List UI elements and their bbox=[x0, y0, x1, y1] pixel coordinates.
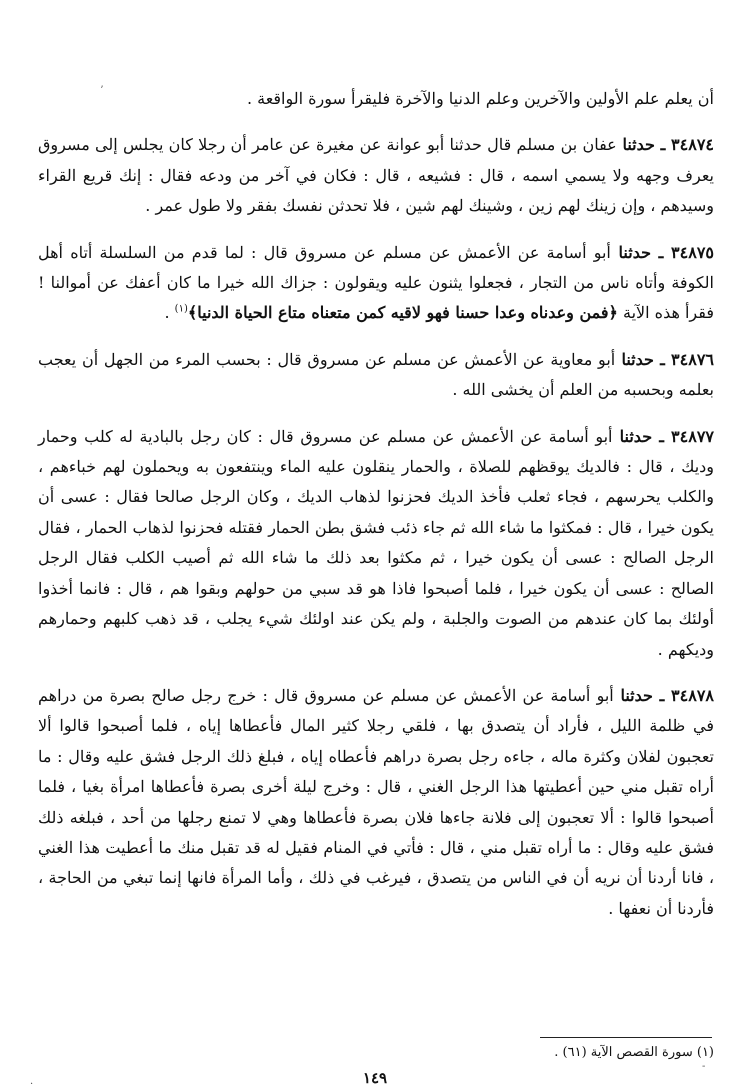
hadith-text-end: . bbox=[164, 303, 175, 323]
hadith-number: ٣٤٨٧٧ bbox=[671, 426, 715, 446]
footnote: (١) سورة القصص الآية (٦١) . bbox=[554, 1045, 714, 1060]
hadith-text: أبو أسامة عن الأعمش عن مسلم عن مسروق قال : لما قدم من السلسلة أتاه أهل الكوفة وأتاه ناس من التجار ، فجعلوا يثنون عليه ويقولون : جزاك الله خيرا ما كان أعفك عن أموالنا ! فقرأ هذه الآية bbox=[38, 242, 714, 323]
page-number: ١٤٩ bbox=[362, 1069, 388, 1087]
hadith-text: أبو أسامة عن الأعمش عن مسلم عن مسروق قال : خرج رجل صالح بصرة من دراهم في ظلمة الليل ، فأراد أن يتصدق بها ، فلقي رجلا كثير المال فأعطاها إياه ، فلما أصبحوا قالوا ألا تعجبون لفلان وكثرة ماله ، جاءه رجل بصرة دراهم فأعطاه إياه ، فبلغ ذلك الرجل فشق عليه وقال : ما أراه تقبل مني حين أعطيتها هذا الرجل الغني ، قال : وخرج ليلة أخرى بصرة فأعطاها امرأة بغيا ، فلما أصبحوا قالوا : ألا تعجبون إلى فلانة جاءها فلان بصرة فأعطاها وهي لا تمنع رجلها من أحد ، فبلغه ذلك فشق عليه وقال : ما أراه تقبل مني ، قال : فأتي في المنام فقيل له قد تقبل منك ما أعطيت هذا الغني ، فانا أردنا أن نريه أن في الناس من يتصدق ، فيرغب في ذلك ، وأما المرأة فانها إنما تبغي من الحاجة ، فأردنا أن نعفها . bbox=[38, 685, 714, 918]
hadith-text: أبو أسامة عن الأعمش عن مسلم عن مسروق قال : كان رجل بالبادية له كلب وحمار وديك ، قال : فالديك يوقظهم للصلاة ، والحمار ينقلون عليه الماء وينتفعون به ويحملون لهم خباءهم ، والكلب يحرسهم ، فجاء ثعلب فأخذ الديك فحزنوا لذهاب الديك ، وكان الرجل صالحا فقال : عسى أن يكون خيرا ، قال : فمكثوا ما شاء الله ثم جاء ذئب فشق بطن الحمار فقتله فحزنوا لذهاب الحمار ، فقال الرجل الصالح : عسى أن يكون خيرا ، ثم مكثوا بعد ذلك ما شاء الله ثم أصيب الكلب فقال الرجل الصالح : عسى أن يكون خيرا ، فلما أصبحوا فاذا هو قد سبي من حولهم وبقوا هم ، قال : فانما أخذوا أولئك بما كان عندهم من الصوت والجلبة ، ولم يكن عند اولئك شيء يجلب ، قد ذهب كلبهم وحمارهم وديكهم . bbox=[38, 426, 715, 659]
hadith-34875 bbox=[38, 238, 714, 329]
quran-verse: ﴿فمن وعدناه وعدا حسنا فهو لاقيه كمن متعناه متاع الحياة الدنيا﴾ bbox=[187, 303, 618, 323]
hadith-number: ٣٤٨٧٨ bbox=[671, 685, 715, 705]
hadith-text: أبو معاوية عن الأعمش عن مسلم عن مسروق قال : بحسب المرء من الجهل أن يعجب بعلمه وبحسبه من العلم أن يخشى الله . bbox=[38, 349, 714, 400]
hadith-34878 bbox=[38, 681, 714, 924]
footnote-divider bbox=[540, 1037, 712, 1038]
print-speck-mark: ʼ bbox=[100, 85, 104, 96]
hadith-lead: ـ حدثنا bbox=[612, 426, 672, 446]
hadith-lead: ـ حدثنا bbox=[615, 349, 672, 369]
hadith-number: ٣٤٨٧٦ bbox=[671, 349, 715, 369]
paragraph-text: أن يعلم علم الأولين والآخرين وعلم الدنيا والآخرة فليقرأ سورة الواقعة . bbox=[246, 89, 714, 108]
hadith-number: ٣٤٨٧٤ bbox=[671, 135, 714, 155]
hadith-text: عفان بن مسلم قال حدثنا أبو عوانة عن مغيرة عن عامر أن رجلا كان يجلس إلى مسروق يعرف وجهه ولا يسمي اسمه ، قال : فشيعه ، قال : فكان في آخر من ودعه فقال : إنك قريع القراء وسيدهم ، وإن زينك لهم زين ، وشينك لهم شين ، فلا تحدثن نفسك بفقر ولا طول عمر . bbox=[38, 135, 714, 216]
hadith-lead: ـ حدثنا bbox=[613, 685, 672, 705]
footnote-reference: (١) bbox=[174, 304, 188, 316]
hadith-number: ٣٤٨٧٥ bbox=[671, 242, 714, 262]
hadith-lead: ـ حدثنا bbox=[616, 135, 672, 155]
paragraph-continuation bbox=[38, 84, 714, 114]
hadith-34877 bbox=[38, 422, 714, 665]
main-text bbox=[38, 84, 714, 924]
hadith-lead: ـ حدثنا bbox=[610, 242, 672, 262]
hadith-34874 bbox=[38, 130, 714, 221]
hadith-34876 bbox=[38, 345, 714, 406]
print-dash-mark: - bbox=[702, 1061, 706, 1072]
print-dot-mark: · bbox=[30, 1079, 34, 1090]
